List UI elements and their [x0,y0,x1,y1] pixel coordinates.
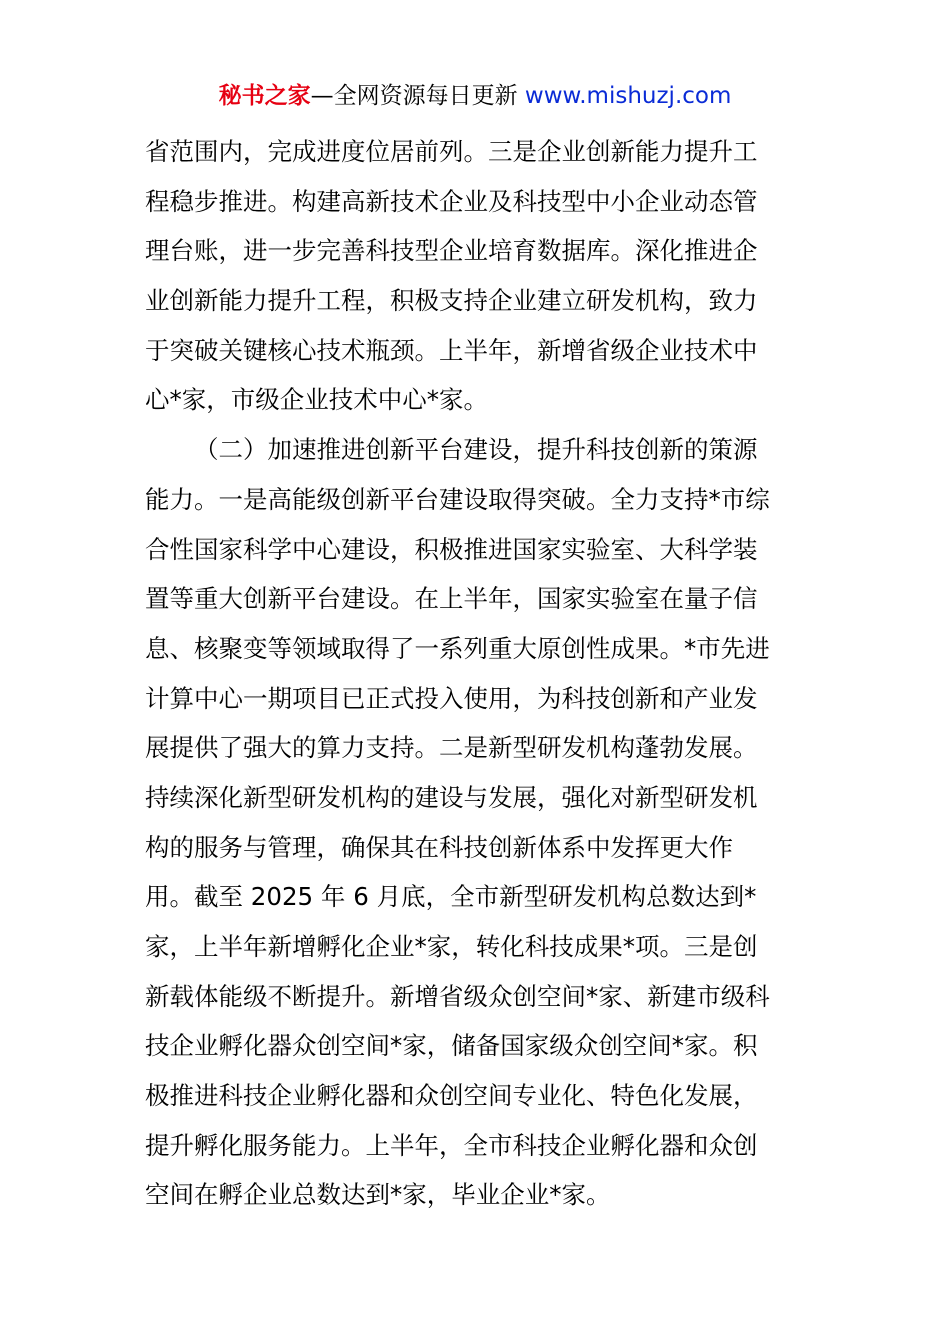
text-line: 新载体能级不断提升。新增省级众创空间*家、新建市级科 [145,981,770,1011]
text-line: 极推进科技企业孵化器和众创空间专业化、特色化发展， [145,1081,758,1111]
text-line: 理台账，进一步完善科技型企业培育数据库。深化推进企 [145,236,758,266]
document-body [145,127,807,1220]
page-header [0,80,950,112]
text-line: 空间在孵企业总数达到*家，毕业企业*家。 [145,1180,611,1210]
text-line: 技企业孵化器众创空间*家，储备国家级众创空间*家。积 [145,1031,758,1061]
text-line: 用。截至 2025 年 6 月底，全市新型研发机构总数达到* [145,882,757,912]
text-line: 展提供了强大的算力支持。二是新型研发机构蓬勃发展。 [145,733,758,763]
text-line: 计算中心一期项目已正式投入使用，为科技创新和产业发 [145,683,758,713]
text-line: 持续深化新型研发机构的建设与发展，强化对新型研发机 [145,782,758,812]
section-heading-line: （二）加速推进创新平台建设，提升科技创新的策源 [194,435,758,465]
text-line: 心*家，市级企业技术中心*家。 [145,385,488,415]
header-tagline: —全网资源每日更新 [310,83,518,109]
header-brand: 秘书之家 [218,83,311,109]
text-line: 业创新能力提升工程，积极支持企业建立研发机构，致力 [145,286,758,316]
header-url-link[interactable]: www.mishuzj.com [524,83,732,109]
text-line: 置等重大创新平台建设。在上半年，国家实验室在量子信 [145,584,758,614]
text-line: 构的服务与管理，确保其在科技创新体系中发挥更大作 [145,832,733,862]
text-line: 程稳步推进。构建高新技术企业及科技型中小企业动态管 [145,186,758,216]
text-line: 能力。一是高能级创新平台建设取得突破。全力支持*市综 [145,484,770,514]
text-line: 省范围内，完成进度位居前列。三是企业创新能力提升工 [145,137,758,166]
text-line: 于突破关键核心技术瓶颈。上半年，新增省级企业技术中 [145,335,758,365]
text-line: 息、核聚变等领域取得了一系列重大原创性成果。*市先进 [145,633,770,663]
text-line: 家，上半年新增孵化企业*家，转化科技成果*项。三是创 [145,932,758,961]
text-line: 提升孵化服务能力。上半年，全市科技企业孵化器和众创 [145,1130,758,1160]
text-line: 合性国家科学中心建设，积极推进国家实验室、大科学装 [145,534,758,564]
